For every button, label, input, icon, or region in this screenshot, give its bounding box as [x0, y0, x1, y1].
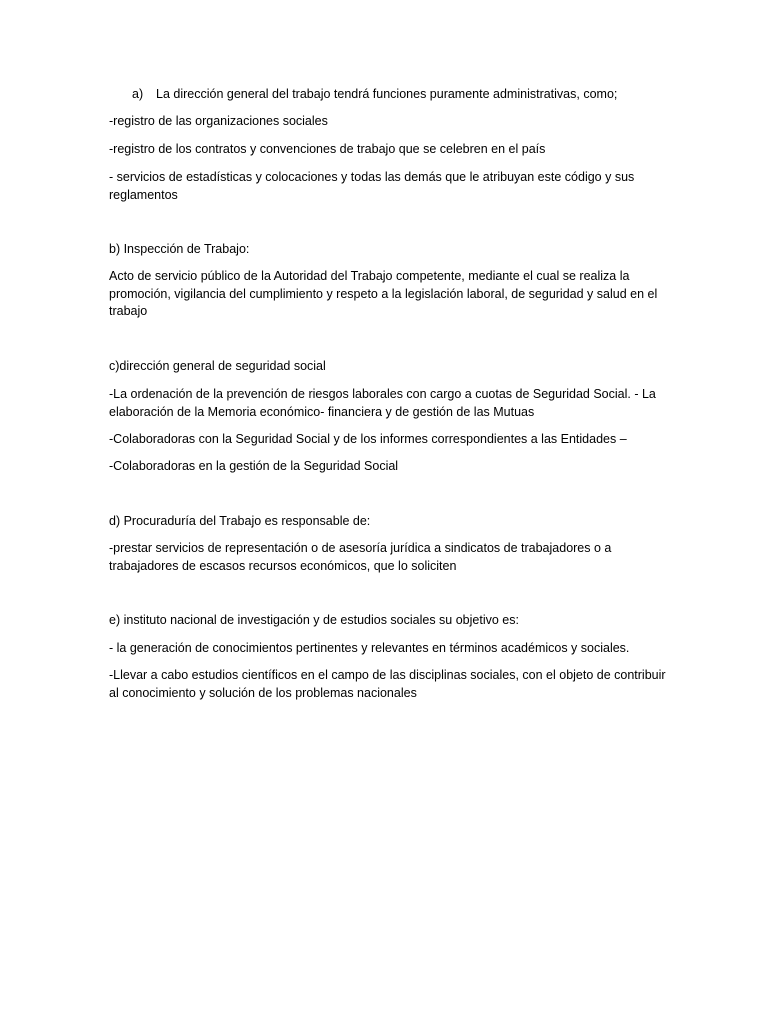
- section-b-heading: b) Inspección de Trabajo:: [109, 242, 250, 256]
- section-d-heading: d) Procuraduría del Trabajo es responsable de:: [109, 514, 371, 528]
- section-b-body: Acto de servicio público de la Autoridad del Trabajo competente, mediante el cual se realiza la promoción, vigilancia del cumplimiento y respeto a la legislación laboral, de seguridad y salud en el trabajo: [109, 269, 658, 318]
- section-a-item-3: - servicios de estadísticas y colocaciones y todas las demás que le atribuyan este código y sus reglamentos: [109, 170, 635, 202]
- section-a-heading: [132, 86, 672, 104]
- section-c-item-3: -Colaboradoras en la gestión de la Seguridad Social: [109, 459, 399, 473]
- section-c-heading: c)dirección general de seguridad social: [109, 359, 326, 373]
- section-d-body: -prestar servicios de representación o de asesoría jurídica a sindicatos de trabajadores o a trabajadores de escasos recursos económicos, que lo soliciten: [109, 541, 612, 573]
- section-e-item-1: - la generación de conocimientos pertinentes y relevantes en términos académicos y sociales.: [109, 641, 630, 655]
- section-c-item-2: -Colaboradoras con la Seguridad Social y de los informes correspondientes a las Entidades –: [109, 432, 627, 446]
- section-a-heading-text: La dirección general del trabajo tendrá funciones puramente administrativas, como;: [156, 87, 618, 101]
- section-e-heading: e) instituto nacional de investigación y de estudios sociales su objetivo es:: [109, 613, 519, 627]
- section-a-item-1: -registro de las organizaciones sociales: [109, 114, 328, 128]
- section-e-item-2: -Llevar a cabo estudios científicos en el campo de las disciplinas sociales, con el objeto de contribuir al conocimiento y solución de los problemas nacionales: [109, 668, 666, 700]
- section-c-item-1: -La ordenación de la prevención de riesgos laborales con cargo a cuotas de Seguridad Social. - La elaboración de la Memoria económico- financiera y de gestión de las Mutuas: [109, 387, 656, 419]
- section-a-label: a): [132, 87, 144, 101]
- section-a-item-2: -registro de los contratos y convenciones de trabajo que se celebren en el país: [109, 142, 546, 156]
